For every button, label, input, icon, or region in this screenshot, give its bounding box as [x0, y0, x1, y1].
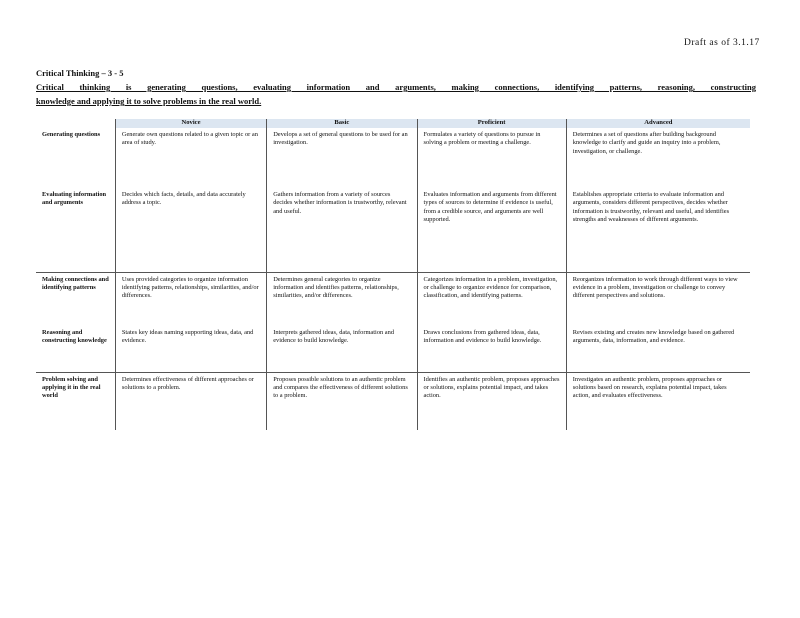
document-title-block: [36, 66, 756, 108]
row-label: Making connections and identifying patterns: [42, 275, 109, 291]
cell-advanced: Revises existing and creates new knowledge based on gathered arguments, data, information, and evidence.: [566, 328, 750, 372]
cell-advanced: Determines a set of questions after building background knowledge to clarify and guide an inquiry into a problem, investigation, or challenge.: [566, 128, 750, 190]
cell-novice: Determines effectiveness of different approaches or solutions to a problem.: [115, 372, 266, 430]
row-generating-questions: [36, 128, 750, 190]
cell-proficient: Categorizes information in a problem, investigation, or challenge to organize evidence for comparison, classification, and identifying patterns.: [417, 272, 566, 328]
draft-date: Draft as of 3.1.17: [684, 38, 760, 48]
cell-advanced: Investigates an authentic problem, proposes approaches or solutions based on research, explains potential impact, takes action, and evaluates effectiveness.: [566, 372, 750, 430]
row-reasoning: [36, 328, 750, 372]
cell-novice: Generate own questions related to a given topic or an area of study.: [115, 128, 266, 190]
cell-basic: Interprets gathered ideas, data, information and evidence to build knowledge.: [267, 328, 417, 372]
col-header-novice: Novice: [115, 119, 266, 128]
row-label: Problem solving and applying it in the real world: [42, 375, 101, 400]
rubric-table: [36, 119, 750, 430]
col-header-proficient: Proficient: [417, 119, 566, 128]
cell-advanced: Establishes appropriate criteria to evaluate information and arguments, considers different perspectives, decides whether information is trustworthy, relevant and useful, and identifies strengths and weaknesses of different arguments.: [566, 190, 750, 272]
row-problem-solving: [36, 372, 750, 430]
cell-proficient: Draws conclusions from gathered ideas, data, information and evidence to build knowledge.: [417, 328, 566, 372]
cell-novice: States key ideas naming supporting ideas, data, and evidence.: [115, 328, 266, 372]
row-label: Evaluating information and arguments: [36, 190, 115, 272]
cell-novice: Uses provided categories to organize information identifying patterns, relationships, similarities, and/or differences.: [115, 272, 266, 328]
col-header-basic: Basic: [267, 119, 417, 128]
cell-basic: Determines general categories to organize information and identifies patterns, relationships, similarities, and/or differences.: [267, 272, 417, 328]
definition-line-1: Critical thinking is generating questions, evaluating information and arguments, making connections, identifying patterns, reasoning, constructing: [36, 82, 756, 92]
row-label: Reasoning and constructing knowledge: [36, 328, 115, 372]
cell-basic: Gathers information from a variety of sources decides whether information is trustworthy, relevant and useful.: [267, 190, 417, 272]
cell-proficient: Evaluates information and arguments from different types of sources to determine if evidence is useful, from a credible source, and arguments are well supported.: [417, 190, 566, 272]
cell-advanced: Reorganizes information to work through different ways to view evidence in a problem, investigation or challenge to convey different perspectives and solutions.: [566, 272, 750, 328]
cell-proficient: Formulates a variety of questions to pursue in solving a problem or meeting a challenge.: [417, 128, 566, 190]
row-making-connections: [36, 272, 750, 328]
cell-proficient: Identifies an authentic problem, proposes approaches or solutions, explains potential impact, and takes action.: [417, 372, 566, 430]
document-title: Critical Thinking – 3 - 5: [36, 68, 124, 78]
cell-basic: Proposes possible solutions to an authentic problem and compares the effectiveness of different solutions to a problem.: [267, 372, 417, 430]
header-corner: [36, 119, 115, 128]
row-label: Generating questions: [42, 131, 101, 138]
col-header-advanced: Advanced: [566, 119, 750, 128]
row-evaluating-information: [36, 190, 750, 272]
cell-basic: Develops a set of general questions to be used for an investigation.: [267, 128, 417, 190]
cell-novice: Decides which facts, details, and data accurately address a topic.: [115, 190, 266, 272]
rubric-header-row: [36, 119, 750, 128]
definition-line-2: knowledge and applying it to solve problems in the real world.: [36, 96, 262, 106]
